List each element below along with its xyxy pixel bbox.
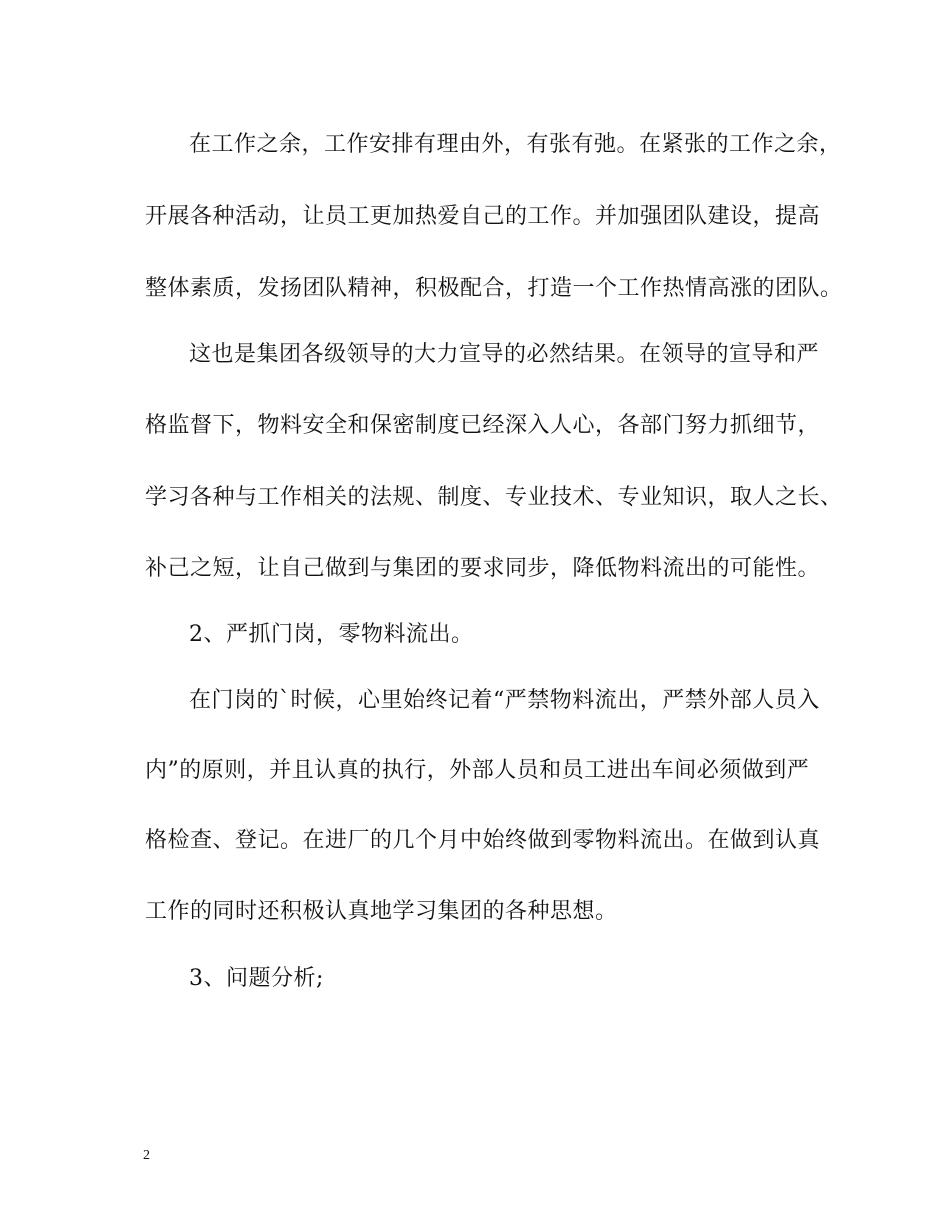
page-number: 2 <box>143 1148 150 1163</box>
paragraph-line: 这也是集团各级领导的大力宣导的必然结果。在领导的宣导和严 <box>189 342 820 367</box>
section-heading: 2、严抓门岗，零物料流出。 <box>189 622 474 647</box>
paragraph-line: 整体素质，发扬团队精神，积极配合，打造一个工作热情高涨的团队。 <box>145 276 843 301</box>
paragraph-line: 格检查、登记。在进厂的几个月中始终做到零物料流出。在做到认真 <box>145 828 821 853</box>
paragraph-line: 补己之短，让自己做到与集团的要求同步，降低物料流出的可能性。 <box>145 556 821 581</box>
paragraph-line: 格监督下，物料安全和保密制度已经深入人心，各部门努力抓细节， <box>145 413 821 438</box>
paragraph-line: 内”的原则，并且认真的执行，外部人员和员工进出车间必须做到严 <box>145 758 810 783</box>
paragraph-line: 工作的同时还积极认真地学习集团的各种思想。 <box>145 899 618 924</box>
paragraph-line: 学习各种与工作相关的法规、制度、专业技术、专业知识，取人之长、 <box>145 485 843 510</box>
paragraph-line: 在工作之余，工作安排有理由外，有张有弛。在紧张的工作之余， <box>189 132 842 157</box>
paragraph-line: 在门岗的`时候，心里始终记着“严禁物料流出，严禁外部人员入 <box>189 688 820 713</box>
paragraph-line: 开展各种活动，让员工更加热爱自己的工作。并加强团队建设，提高 <box>145 204 821 229</box>
section-heading: 3、问题分析; <box>189 966 324 991</box>
